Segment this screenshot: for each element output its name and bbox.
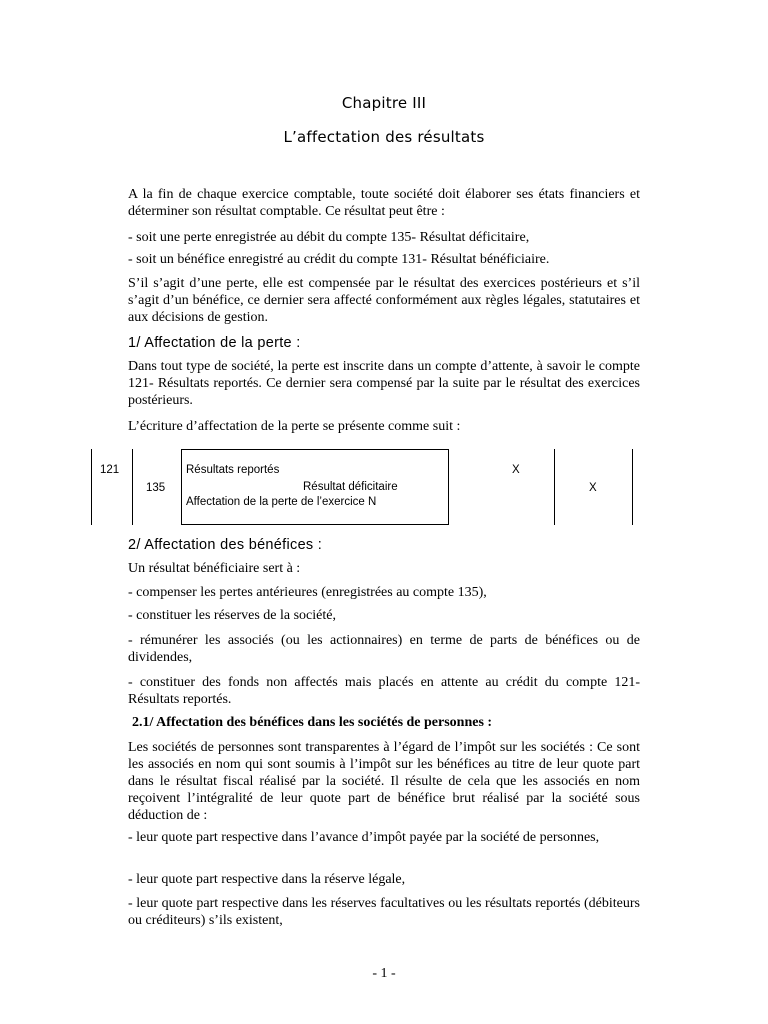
debit-account: 121	[100, 464, 120, 476]
intro-item-debit: - soit une perte enregistrée au débit du compte 135- Résultat déficitaire,	[128, 230, 530, 245]
intro-paragraph-2: S’il s’agit d’une perte, elle est compensée par le résultat des exercices postérieurs et s’il s’agit d’un bénéfice, ce dernier sera affecté conformément aux règles légales, statutaires et aux décisions de gestion.	[128, 276, 640, 325]
credit-label: Résultat déficitaire	[303, 481, 398, 493]
section-2-heading: 2/ Affectation des bénéfices :	[128, 537, 323, 553]
section-2-item: - compenser les pertes antérieures (enregistrées au compte 135),	[128, 585, 487, 600]
journal-rule	[91, 449, 92, 525]
intro-paragraph: A la fin de chaque exercice comptable, toute société doit élaborer ses états financiers et déterminer son résultat comptable. Ce résultat peut être :	[128, 187, 640, 219]
entry-description: Affectation de la perte de l’exercice N	[186, 496, 377, 508]
section-1-entry-intro: L’écriture d’affectation de la perte se présente comme suit :	[128, 419, 461, 434]
subsection-2-1-paragraph: Les sociétés de personnes sont transparentes à l’égard de l’impôt sur les sociétés : Ce sont les associés en nom qui sont soumis à l’impôt sur les bénéfices au titre de leur quote part dans le résultat fiscal réalisé par la société. Il résulte de cela que les associés en nom reçoivent l’intégralité de leur quote part de bénéfice brut réalisé par la société sous déduction de :	[128, 740, 640, 823]
section-1-heading: 1/ Affectation de la perte :	[128, 335, 301, 351]
credit-account: 135	[146, 482, 166, 494]
subsection-2-1-item: - leur quote part respective dans la réserve légale,	[128, 872, 406, 887]
subsection-2-1-item: - leur quote part respective dans l’avance d’impôt payée par la société de personnes,	[128, 830, 600, 845]
subsection-2-1-heading: 2.1/ Affectation des bénéfices dans les sociétés de personnes :	[132, 715, 493, 730]
journal-rule	[632, 449, 633, 525]
section-2-item: - constituer des fonds non affectés mais placés en attente au crédit du compte 121- Résultats reportés.	[128, 675, 640, 707]
section-2-paragraph: Un résultat bénéficiaire sert à :	[128, 561, 301, 576]
debit-label: Résultats reportés	[186, 464, 280, 476]
section-2-item: - rémunérer les associés (ou les actionnaires) en terme de parts de bénéfices ou de dividendes,	[128, 633, 640, 665]
section-1-paragraph: Dans tout type de société, la perte est inscrite dans un compte d’attente, à savoir le compte 121- Résultats reportés. Ce dernier sera compensé par la suite par le résultat des exercices postérieurs.	[128, 359, 640, 408]
debit-amount: X	[512, 464, 520, 476]
chapter-title: L’affectation des résultats	[283, 128, 485, 146]
journal-rule	[554, 449, 555, 525]
page-number: - 1 -	[372, 966, 396, 981]
chapter-number: Chapitre III	[341, 94, 427, 112]
intro-item-credit: - soit un bénéfice enregistré au crédit du compte 131- Résultat bénéficiaire.	[128, 252, 550, 267]
journal-rule	[132, 449, 133, 525]
section-2-item: - constituer les réserves de la société,	[128, 608, 336, 623]
subsection-2-1-item: - leur quote part respective dans les réserves facultatives ou les résultats reportés (débiteurs ou créditeurs) s’ils existent,	[128, 896, 640, 928]
credit-amount: X	[589, 482, 597, 494]
